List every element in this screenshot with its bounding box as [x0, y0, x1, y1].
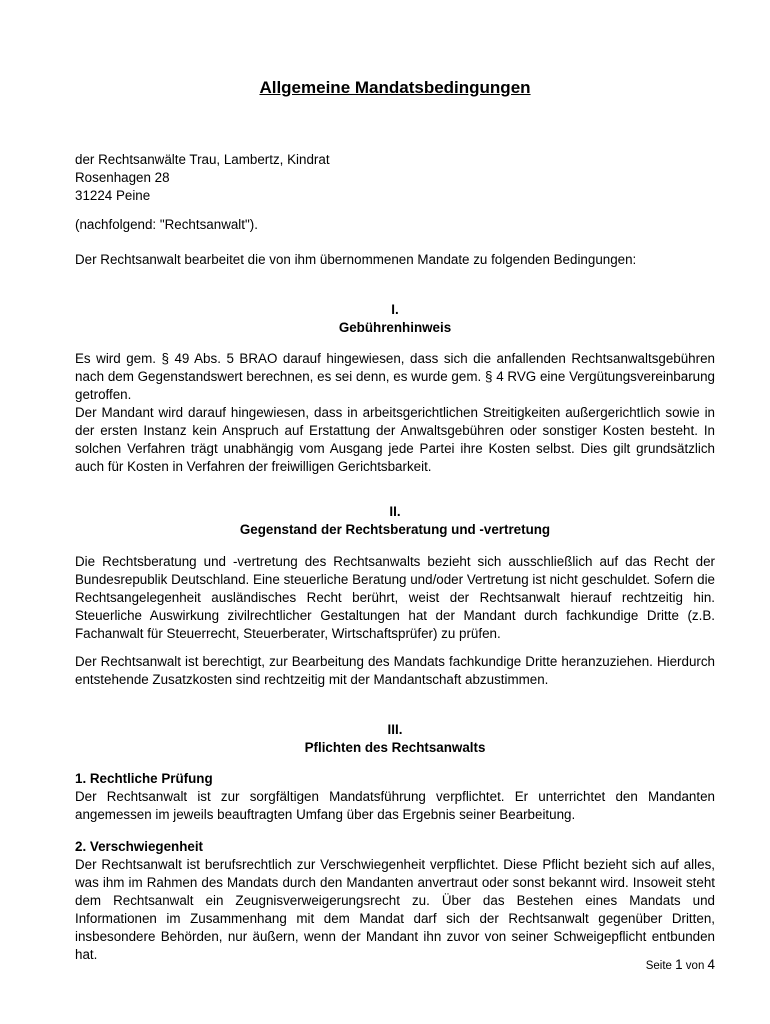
section-1-paragraph-2: Der Mandant wird darauf hingewiesen, dass in arbeitsgerichtlichen Streitigkeiten außergerichtlich sowie in der ersten Instanz kein Anspruch auf Erstattung der Anwaltsgebühren oder sonstiger Kosten besteht. In solchen Verfahren trägt unabhängig vom Ausgang jede Partei ihre Kosten selbst. Dies gilt grundsätzlich auch für Kosten in Verfahren der freiwilligen Gerichtsbarkeit. — [75, 405, 715, 474]
section-2-paragraph-2: Der Rechtsanwalt ist berechtigt, zur Bearbeitung des Mandats fachkundige Dritte heranzuziehen. Hierdurch entstehende Zusatzkosten sind rechtzeitig mit der Mandantschaft abzustimmen. — [75, 654, 715, 687]
section-2-paragraph-1: Die Rechtsberatung und -vertretung des Rechtsanwalts bezieht sich ausschließlich auf das Recht der Bundesrepublik Deutschland. Eine steuerliche Beratung und/oder Vertretung ist nicht geschuldet. Sofern die Rechtsangelegenheit ausländisches Recht berührt, weist der Rechtsanwalt hierauf rechtzeitig hin. Steuerliche Auswirkung zivilrechtlicher Gestaltungen hat der Mandant durch fachkundige Dritte (z.B. Fachanwalt für Steuerrecht, Steuerberater, Wirtschaftsprüfer) zu prüfen. — [75, 554, 715, 641]
address-line-firm: der Rechtsanwälte Trau, Lambertz, Kindrat — [75, 152, 330, 167]
subsection-1-title: 1. Rechtliche Prüfung — [75, 771, 213, 786]
address-block — [75, 151, 330, 205]
section-2-title: Gegenstand der Rechtsberatung und -vertretung — [239, 522, 551, 537]
page-of-label: von — [685, 960, 705, 972]
subsection-2-text: Der Rechtsanwalt ist berufsrechtlich zur Verschwiegenheit verpflichtet. Diese Pflicht bezieht sich auf alles, was ihm im Rahmen des Mandats durch den Mandanten anvertraut oder sonst bekannt wird. Insoweit steht dem Rechtsanwalt ein Zeugnisverweigerungsrecht zu. Über das Bestehen eines Mandats und Informationen im Zusammenhang mit dem Mandat darf sich der Rechtsanwalt gegenüber Dritten, insbesondere Behörden, nur äußern, wenn der Mandant ihn zuvor von seiner Schweigepflicht entbunden hat. — [75, 857, 715, 962]
section-3-number: III. — [387, 722, 403, 737]
subsection-2-title: 2. Verschwiegenheit — [75, 839, 204, 854]
page-number-footer — [646, 957, 715, 972]
section-3-title: Pflichten des Rechtsanwalts — [304, 740, 486, 755]
address-line-city: 31224 Peine — [75, 188, 151, 203]
section-2-number: II. — [389, 504, 401, 519]
subsection-1-text: Der Rechtsanwalt ist zur sorgfältigen Mandatsführung verpflichtet. Er unterrichtet den Mandanten angemessen im jeweils beauftragten Umfang über das Ergebnis seiner Bearbeitung. — [75, 789, 715, 822]
section-1-title: Gebührenhinweis — [338, 320, 452, 335]
section-1-number: I. — [391, 302, 399, 317]
page-total: 4 — [707, 957, 715, 972]
nachfolgend-note: (nachfolgend: "Rechtsanwalt"). — [75, 217, 258, 232]
page-label: Seite — [645, 960, 672, 972]
address-line-street: Rosenhagen 28 — [75, 170, 170, 185]
document-title: Allgemeine Mandatsbedingungen — [259, 78, 531, 97]
section-1-paragraph-1: Es wird gem. § 49 Abs. 5 BRAO darauf hingewiesen, dass sich die anfallenden Rechtsanwaltsgebühren nach dem Gegenstandswert berechnen, es sei denn, es wurde gem. § 4 RVG eine Vergütungsvereinbarung getroffen. — [75, 351, 715, 402]
page-current: 1 — [675, 957, 683, 972]
intro-paragraph: Der Rechtsanwalt bearbeitet die von ihm übernommenen Mandate zu folgenden Bedingungen: — [75, 252, 637, 267]
